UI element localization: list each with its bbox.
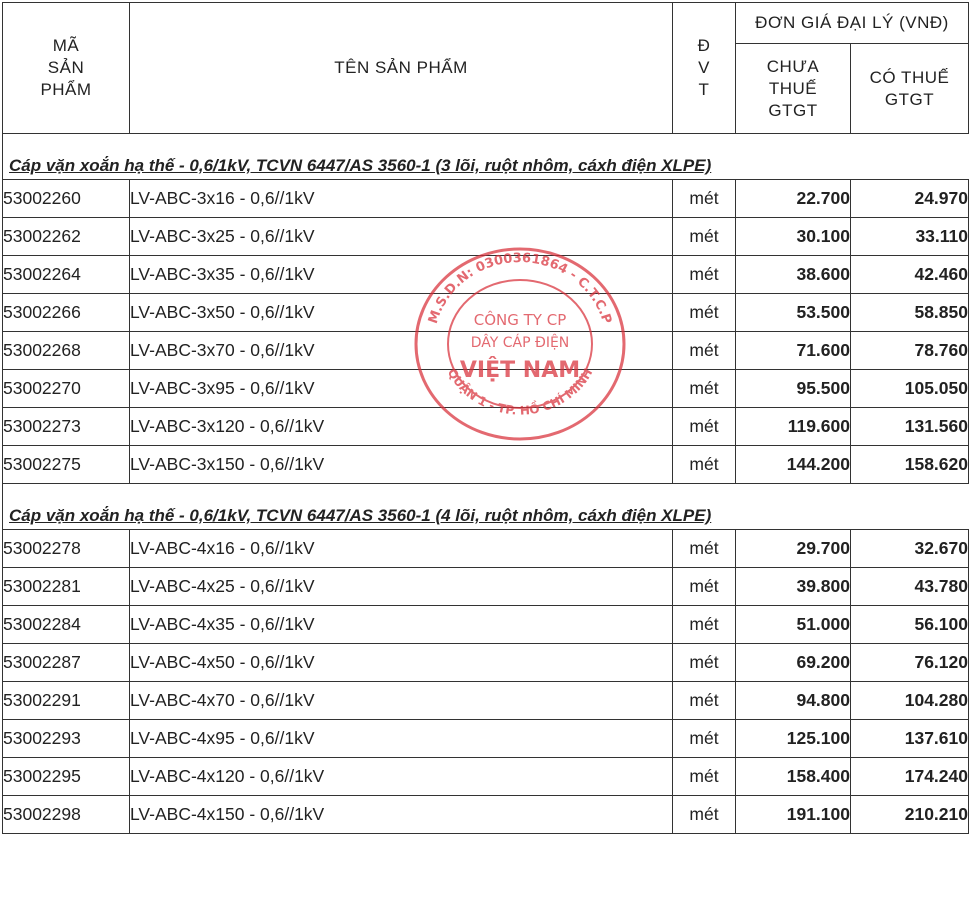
table-row (3, 720, 969, 758)
header-pre-tax: CHƯA THUẾ GTGT (736, 44, 851, 134)
pre-tax-price-cell: 119.600 (736, 408, 851, 446)
pre-tax-price-cell: 22.700 (736, 180, 851, 218)
group-row (3, 134, 969, 180)
unit-cell: mét (673, 758, 736, 796)
table-row (3, 758, 969, 796)
product-name-cell: LV-ABC-4x16 - 0,6//1kV (130, 530, 673, 568)
pre-tax-price-cell: 39.800 (736, 568, 851, 606)
group-row (3, 484, 969, 530)
table-header (3, 3, 969, 134)
product-code-cell: 53002284 (3, 606, 130, 644)
table-row (3, 644, 969, 682)
group-title: Cáp vặn xoắn hạ thế - 0,6/1kV, TCVN 6447/AS 3560-1 (4 lõi, ruột nhôm, cáxh điện XLPE) (3, 484, 969, 530)
seal-line-3: VIỆT NAM (459, 358, 581, 383)
unit-cell: mét (673, 606, 736, 644)
table-body (3, 134, 969, 834)
product-name-cell: LV-ABC-3x25 - 0,6//1kV (130, 218, 673, 256)
product-name-cell: LV-ABC-4x70 - 0,6//1kV (130, 682, 673, 720)
table-row (3, 332, 969, 370)
product-name-cell: LV-ABC-4x95 - 0,6//1kV (130, 720, 673, 758)
pre-tax-price-cell: 158.400 (736, 758, 851, 796)
product-code-cell: 53002262 (3, 218, 130, 256)
product-name-cell: LV-ABC-4x35 - 0,6//1kV (130, 606, 673, 644)
product-code-cell: 53002298 (3, 796, 130, 834)
with-tax-price-cell: 58.850 (851, 294, 969, 332)
seal-line-1: CÔNG TY CP (473, 311, 567, 329)
product-name-cell: LV-ABC-3x50 - 0,6//1kV (130, 294, 673, 332)
pre-tax-price-cell: 71.600 (736, 332, 851, 370)
unit-cell: mét (673, 294, 736, 332)
product-name-cell: LV-ABC-3x70 - 0,6//1kV (130, 332, 673, 370)
table-row (3, 606, 969, 644)
unit-cell: mét (673, 644, 736, 682)
with-tax-price-cell: 32.670 (851, 530, 969, 568)
with-tax-price-cell: 24.970 (851, 180, 969, 218)
with-tax-price-cell: 104.280 (851, 682, 969, 720)
with-tax-price-cell: 78.760 (851, 332, 969, 370)
product-code-cell: 53002291 (3, 682, 130, 720)
product-code-cell: 53002264 (3, 256, 130, 294)
pre-tax-price-cell: 51.000 (736, 606, 851, 644)
with-tax-price-cell: 56.100 (851, 606, 969, 644)
product-name-cell: LV-ABC-3x16 - 0,6//1kV (130, 180, 673, 218)
table-row (3, 796, 969, 834)
table-row (3, 294, 969, 332)
table-row (3, 180, 969, 218)
product-code-cell: 53002260 (3, 180, 130, 218)
table-row (3, 568, 969, 606)
pre-tax-price-cell: 30.100 (736, 218, 851, 256)
product-name-cell: LV-ABC-4x150 - 0,6//1kV (130, 796, 673, 834)
table-row (3, 256, 969, 294)
product-name-cell: LV-ABC-4x50 - 0,6//1kV (130, 644, 673, 682)
product-code-cell: 53002293 (3, 720, 130, 758)
seal-bottom-text: QUẬN 1 - TP. HỒ CHÍ MINH (444, 366, 596, 418)
product-code-cell: 53002270 (3, 370, 130, 408)
table-row (3, 682, 969, 720)
with-tax-price-cell: 131.560 (851, 408, 969, 446)
product-code-cell: 53002275 (3, 446, 130, 484)
header-unit: Đ V T (673, 3, 736, 134)
product-name-cell: LV-ABC-4x120 - 0,6//1kV (130, 758, 673, 796)
product-code-cell: 53002287 (3, 644, 130, 682)
product-name-cell: LV-ABC-4x25 - 0,6//1kV (130, 568, 673, 606)
product-code-cell: 53002295 (3, 758, 130, 796)
pre-tax-price-cell: 95.500 (736, 370, 851, 408)
product-name-cell: LV-ABC-3x120 - 0,6//1kV (130, 408, 673, 446)
pre-tax-price-cell: 125.100 (736, 720, 851, 758)
header-product-code: MÃ SẢN PHẨM (3, 3, 130, 134)
with-tax-price-cell: 33.110 (851, 218, 969, 256)
product-code-cell: 53002268 (3, 332, 130, 370)
unit-cell: mét (673, 682, 736, 720)
table-row (3, 530, 969, 568)
with-tax-price-cell: 210.210 (851, 796, 969, 834)
with-tax-price-cell: 174.240 (851, 758, 969, 796)
pre-tax-price-cell: 94.800 (736, 682, 851, 720)
with-tax-price-cell: 76.120 (851, 644, 969, 682)
header-product-name: TÊN SẢN PHẨM (130, 3, 673, 134)
seal-ring-text: M.S.D.N: 0300361864 - C.T.C.P (425, 250, 615, 326)
header-with-tax: CÓ THUẾ GTGT (851, 44, 969, 134)
product-code-cell: 53002266 (3, 294, 130, 332)
unit-cell: mét (673, 370, 736, 408)
product-code-cell: 53002273 (3, 408, 130, 446)
pre-tax-price-cell: 191.100 (736, 796, 851, 834)
unit-cell: mét (673, 408, 736, 446)
unit-cell: mét (673, 568, 736, 606)
product-name-cell: LV-ABC-3x95 - 0,6//1kV (130, 370, 673, 408)
table-row (3, 218, 969, 256)
pre-tax-price-cell: 53.500 (736, 294, 851, 332)
unit-cell: mét (673, 180, 736, 218)
with-tax-price-cell: 105.050 (851, 370, 969, 408)
with-tax-price-cell: 137.610 (851, 720, 969, 758)
pre-tax-price-cell: 69.200 (736, 644, 851, 682)
seal-line-2: DÂY CÁP ĐIỆN (470, 335, 570, 351)
table-row (3, 370, 969, 408)
pre-tax-price-cell: 38.600 (736, 256, 851, 294)
product-code-cell: 53002281 (3, 568, 130, 606)
unit-cell: mét (673, 720, 736, 758)
unit-cell: mét (673, 332, 736, 370)
product-code-cell: 53002278 (3, 530, 130, 568)
table-row (3, 446, 969, 484)
pre-tax-price-cell: 29.700 (736, 530, 851, 568)
product-name-cell: LV-ABC-3x150 - 0,6//1kV (130, 446, 673, 484)
unit-cell: mét (673, 218, 736, 256)
with-tax-price-cell: 42.460 (851, 256, 969, 294)
with-tax-price-cell: 43.780 (851, 568, 969, 606)
unit-cell: mét (673, 446, 736, 484)
unit-cell: mét (673, 796, 736, 834)
table-row (3, 408, 969, 446)
unit-cell: mét (673, 530, 736, 568)
price-table (2, 2, 969, 834)
product-name-cell: LV-ABC-3x35 - 0,6//1kV (130, 256, 673, 294)
with-tax-price-cell: 158.620 (851, 446, 969, 484)
group-title: Cáp vặn xoắn hạ thế - 0,6/1kV, TCVN 6447/AS 3560-1 (3 lõi, ruột nhôm, cáxh điện XLPE) (3, 134, 969, 180)
pre-tax-price-cell: 144.200 (736, 446, 851, 484)
header-dealer-price: ĐƠN GIÁ ĐẠI LÝ (VNĐ) (736, 3, 969, 44)
unit-cell: mét (673, 256, 736, 294)
